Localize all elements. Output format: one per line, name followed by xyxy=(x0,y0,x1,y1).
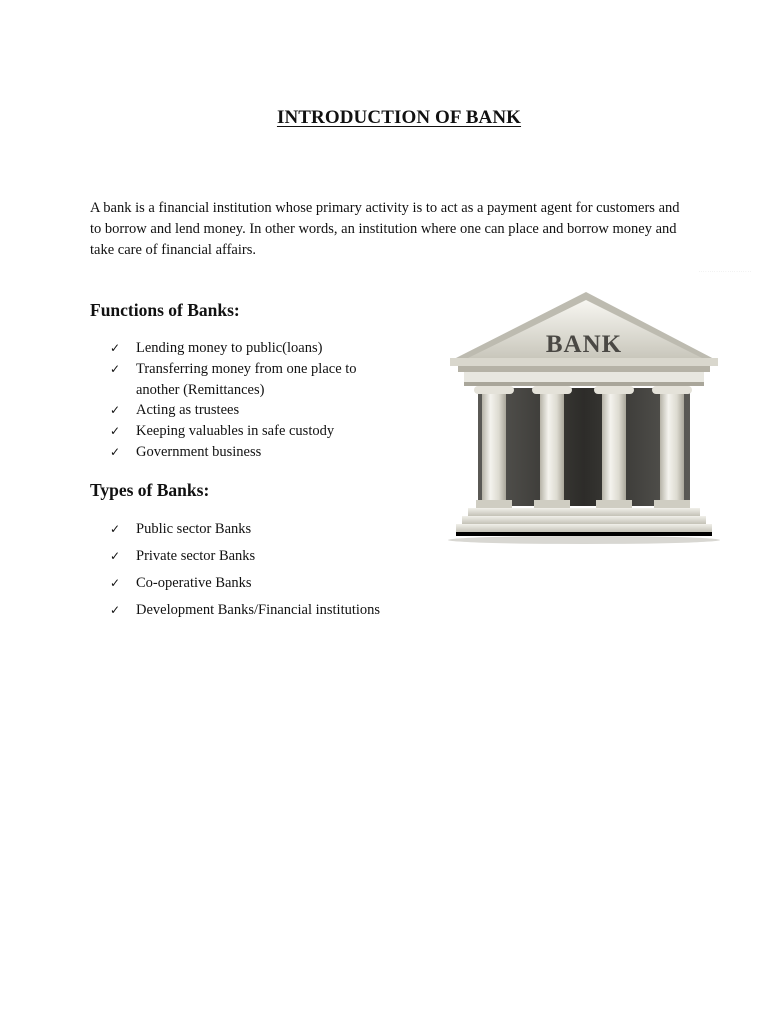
list-item-text: Keeping valuables in safe custody xyxy=(136,423,335,440)
list-item-text: Co-operative Banks xyxy=(136,575,252,591)
list-item-text: Transferring money from one place to another (Remittances) xyxy=(136,360,357,398)
list-item-text: Public sector Banks xyxy=(136,521,252,537)
types-list xyxy=(110,516,380,624)
list-item xyxy=(110,359,380,401)
checkmark-icon: ✓ xyxy=(110,444,121,459)
checkmark-icon: ✓ xyxy=(110,361,121,376)
functions-heading: Functions of Banks: xyxy=(90,300,240,320)
list-item-text: Government business xyxy=(136,443,262,460)
image-watermark: · · · · · · · · · · · · · · · · · · · · · · · · xyxy=(698,270,751,274)
bank-sign-text: BANK xyxy=(545,331,623,358)
step xyxy=(462,516,706,524)
page-title: INTRODUCTION OF BANK xyxy=(276,106,522,128)
step xyxy=(456,524,712,532)
checkmark-icon: ✓ xyxy=(110,403,121,418)
checkmark-icon: ✓ xyxy=(110,576,121,590)
list-item xyxy=(110,421,380,442)
functions-list xyxy=(110,338,380,463)
bank-building-icon xyxy=(410,288,754,556)
list-item xyxy=(110,597,380,624)
list-item xyxy=(110,442,380,463)
list-item-text: Acting as trustees xyxy=(136,402,240,419)
list-item xyxy=(110,570,380,597)
building-interior xyxy=(478,388,690,506)
checkmark-icon: ✓ xyxy=(110,424,121,439)
list-item-text: Lending money to public(loans) xyxy=(136,340,323,356)
list-item xyxy=(110,543,380,570)
list-item-text: Private sector Banks xyxy=(136,548,256,564)
types-heading: Types of Banks: xyxy=(90,480,210,500)
checkmark-icon: ✓ xyxy=(110,603,121,617)
list-item xyxy=(110,516,380,543)
ground-shadow xyxy=(448,536,720,544)
step xyxy=(456,532,712,536)
bank-illustration xyxy=(410,270,754,560)
intro-paragraph: A bank is a financial institution whose primary activity is to act as a payment agent for customers and to borrow and lend money. In other words, an institution where one can place and borrow money and take care of financial affairs. xyxy=(90,200,680,258)
pediment-base xyxy=(450,358,718,366)
step xyxy=(468,508,700,516)
list-item xyxy=(110,338,380,359)
entablature xyxy=(464,372,704,382)
checkmark-icon: ✓ xyxy=(110,522,121,536)
list-item-text: Development Banks/Financial institutions xyxy=(136,602,381,618)
list-item xyxy=(110,400,380,421)
checkmark-icon: ✓ xyxy=(110,341,121,355)
checkmark-icon: ✓ xyxy=(110,549,121,563)
